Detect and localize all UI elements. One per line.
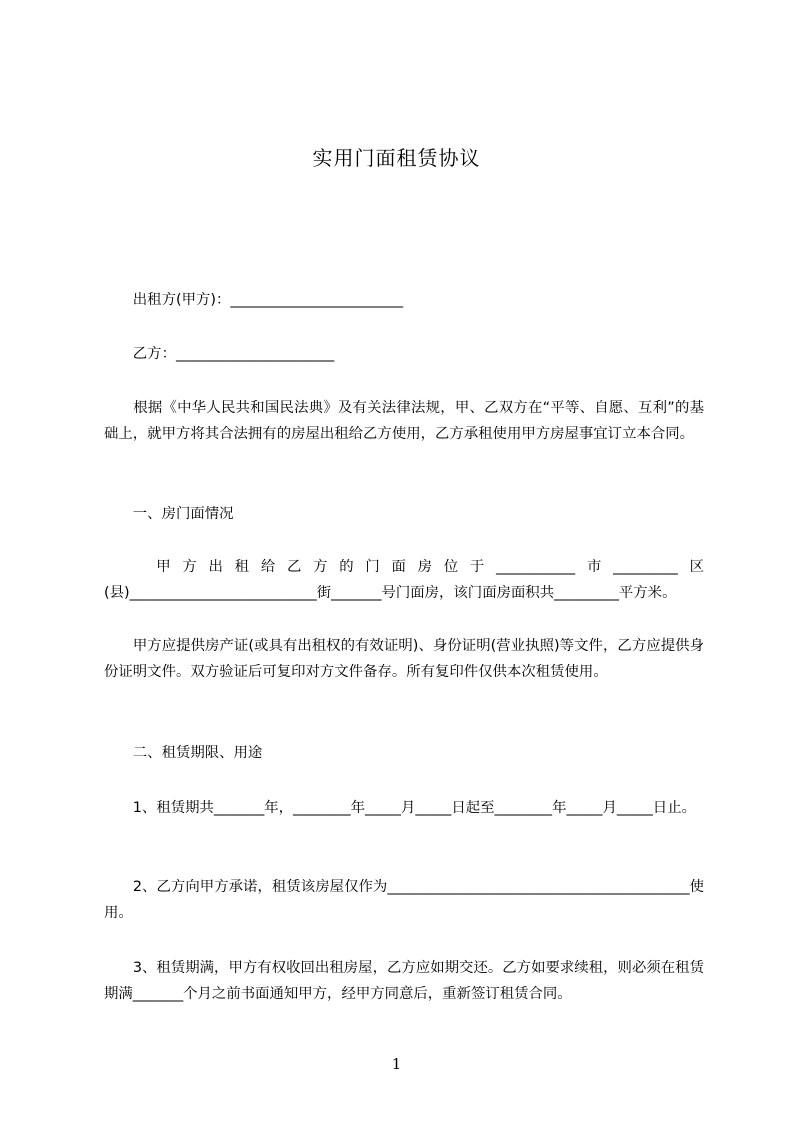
page-number: 1 [391,1055,402,1073]
section-heading-1: 一、房门面情况 [104,506,234,522]
usage-paragraph: 2、乙方向甲方承诺，租赁该房屋仅作为__________________________________________使用。 [104,879,704,921]
renewal-paragraph: 3、租赁期满，甲方有权收回出租房屋，乙方应如期交还。乙方如要求续租，则必须在租赁期满_______个月之前书面通知甲方，经甲方同意后，重新签订租赁合同。 [104,960,704,1002]
lessee-line: 乙方：______________________ [104,346,335,362]
documents-paragraph: 甲方应提供房产证(或具有出租权的有效证明)、身份证明(营业执照)等文件，乙方应提供身份证明文件。双方验证后可复印对方文件备存。所有复印件仅供本次租赁使用。 [104,638,704,680]
preamble-paragraph: 根据《中华人民共和国民法典》及有关法律法规，甲、乙双方在“平等、自愿、互利”的基础上，就甲方将其合法拥有的房屋出租给乙方使用，乙方承租使用甲方房屋事宜订立本合同。 [104,400,704,442]
page-title: 实用门面租赁协议 [312,146,481,170]
premises-location-paragraph: 甲方出租给乙方的门面房位于___________市_________区(县)__________________________街_______号门面房，该门面房面积共_________平方米。 [104,559,704,601]
lessor-line: 出租方(甲方)：________________________ [104,292,404,308]
section-heading-2: 二、租赁期限、用途 [104,745,263,761]
lease-term-paragraph: 1、租赁期共_______年，________年_____月_____日起至________年_____月_____日止。 [104,800,696,816]
